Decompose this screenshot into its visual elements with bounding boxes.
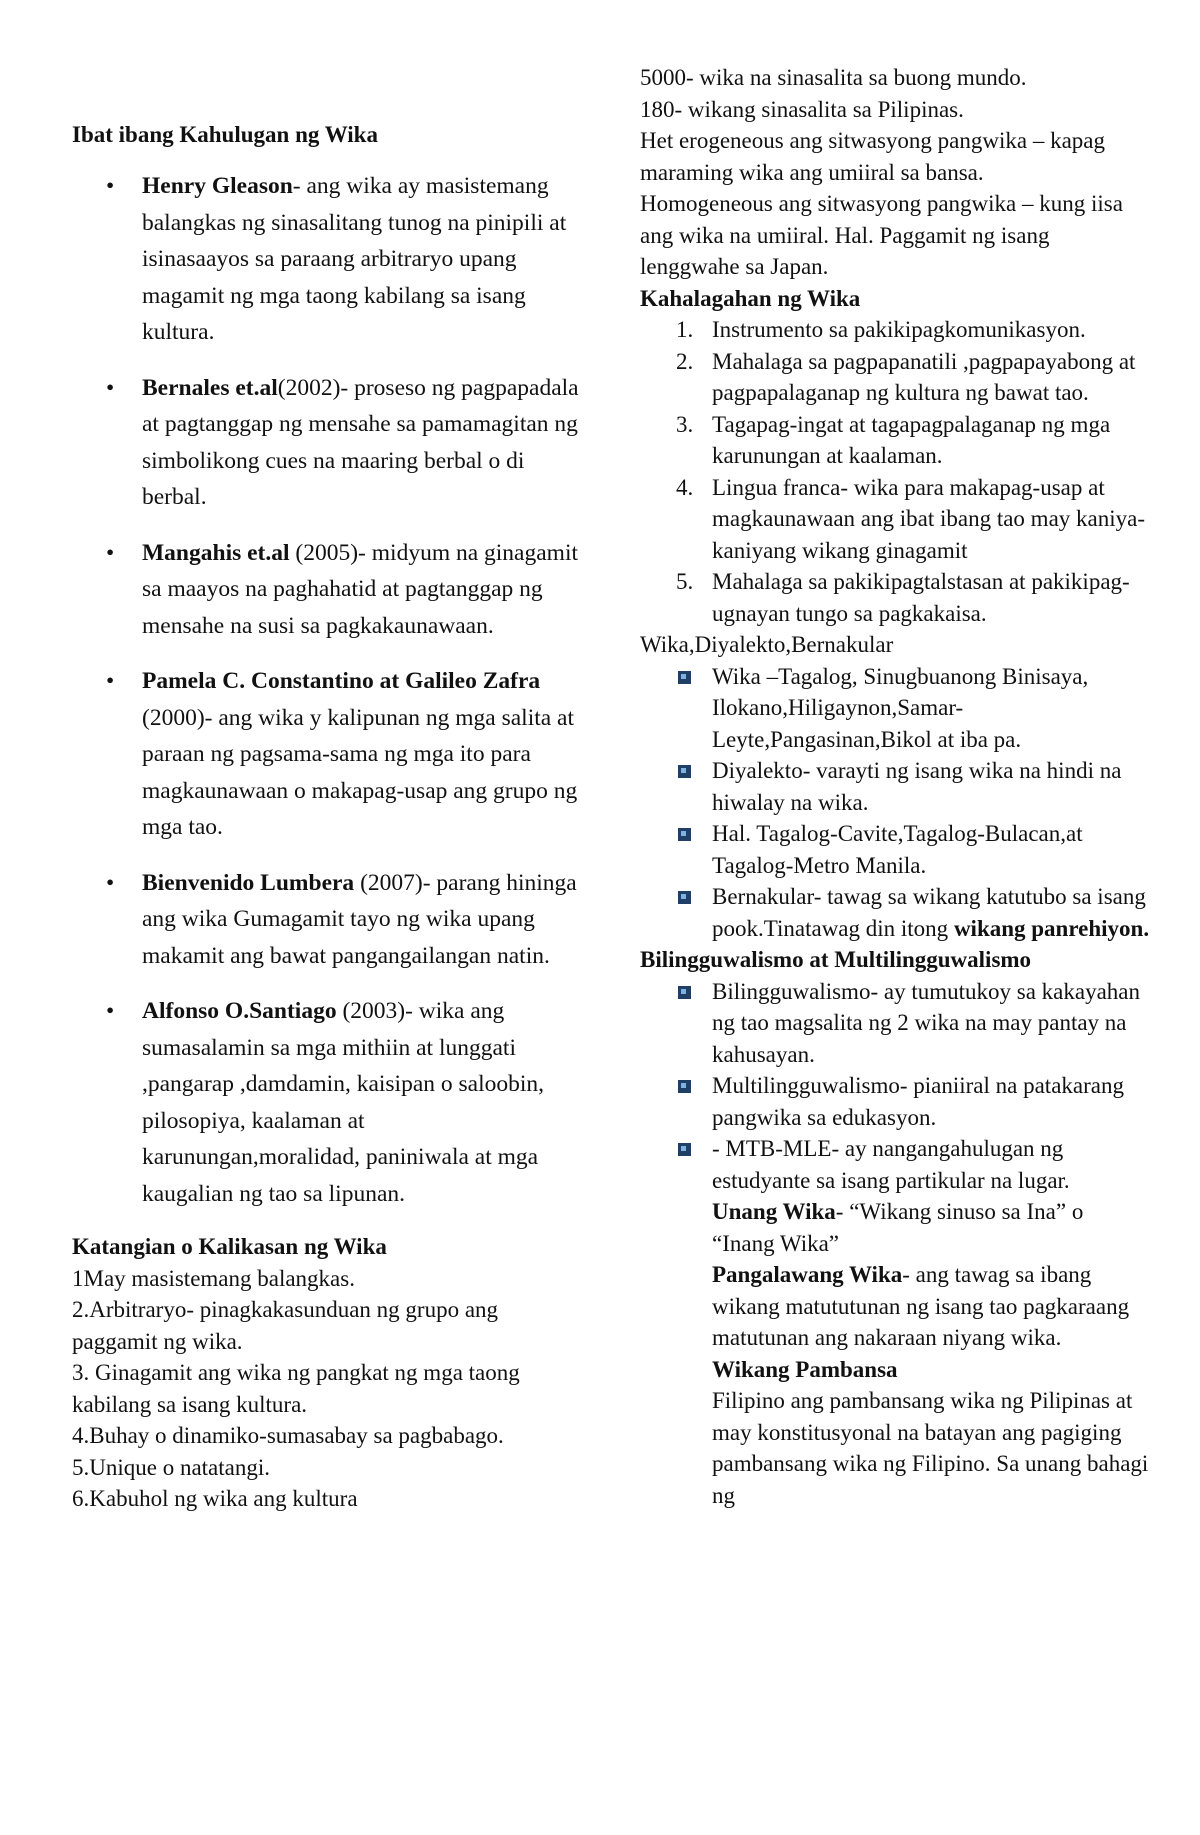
pangalawang-wika [640,1259,1150,1354]
square-bullet-icon [678,986,691,999]
section-title-pambansa: Wikang Pambansa [712,1356,898,1382]
square-bullet-icon [678,891,691,904]
section-title-katangian: Katangian o Kalikasan ng Wika [72,1234,387,1259]
intro-line: 180- wikang sinasalita sa Pilipinas. [640,96,964,122]
definition-text: (2005)- midyum na ginagamit sa maayos na paghahatid at pagtanggap ng mensahe na susi sa pagkakaunawaan. [142,539,579,639]
bullet-icon: • [106,374,115,401]
katangian-item: 5.Unique o natatangi. [72,1454,271,1480]
item-text: - MTB-MLE- ay nangangahulugan ng estudyante sa isang partikular na lugar. [712,1136,1070,1193]
definition-item [72,993,582,1212]
section-title-wika: Wika,Diyalekto,Bernakular [640,632,894,657]
definition-item [72,370,582,516]
item-text-bold: wikang panrehiyon. [953,915,1150,941]
kahalagahan-item [640,314,1150,346]
wika-item [640,661,1150,756]
intro-line: 5000- wika na sinasalita sa buong mundo. [640,65,1027,90]
item-text: Bernakular- tawag sa wikang katutubo sa isang pook.Tinatawag din itong [712,884,1146,941]
unang-wika-text: - “Wikang sinuso sa Ina” o “Inang Wika” [712,1199,1084,1256]
square-bullet-icon [678,828,691,841]
pangalawang-wika-term: Pangalawang Wika [712,1262,903,1287]
author-name: Bernales et.al [142,374,278,401]
item-number: 4. [676,474,694,500]
section-title-kahulugan: Ibat ibang Kahulugan ng Wika [72,122,378,147]
definitions-list [72,168,582,1212]
section-title-kahalagahan: Kahalagahan ng Wika [640,285,861,311]
definition-text: (2007)- parang hininga ang wika Gumagamit tayo ng wika upang makamit ang bawat pangangailangan natin. [142,869,577,969]
definition-item [72,535,582,645]
square-bullet-icon [678,671,691,684]
bili-item [640,1133,1150,1196]
item-text: Lingua franca- wika para makapag-usap at magkaunawaan ang ibat ibang tao may kaniya-kaniyang wikang ginagamit [712,474,1146,563]
author-name: Mangahis et.al [142,539,290,566]
item-text: Diyalekto- varayti ng isang wika na hindi na hiwalay na wika. [712,758,1122,815]
definition-text: (2002)- proseso ng pagpapadala at pagtanggap ng mensahe sa pamamagitan ng simbolikong cues na maaring berbal o di berbal. [142,374,579,510]
wika-item [640,818,1150,881]
item-text: Mahalaga sa pagpapanatili ,pagpapayabong at pagpapalaganap ng kultura ng bawat tao. [712,348,1136,405]
kahalagahan-item [640,346,1150,409]
katangian-item: 6.Kabuhol ng wika ang kultura [72,1486,358,1511]
katangian-item: 4.Buhay o dinamiko-sumasabay sa pagbabago. [72,1423,504,1448]
item-text: Mahalaga sa pakikipagtalstasan at pakikipag-ugnayan tungo sa pagkakaisa. [712,569,1130,626]
kahalagahan-item [640,566,1150,629]
item-text: Hal. Tagalog-Cavite,Tagalog-Bulacan,at Tagalog-Metro Manila. [712,821,1083,878]
author-name: Henry Gleason [142,173,293,199]
item-number: 3. [676,411,694,437]
item-text: Multilingguwalismo- pianiiral na patakarang pangwika sa edukasyon. [712,1073,1124,1130]
definition-item [72,865,582,975]
definition-item [72,168,582,351]
item-text: Tagapag-ingat at tagapagpalaganap ng mga karunungan at kaalaman. [712,411,1111,468]
pambansa-text: Filipino ang pambansang wika ng Pilipinas at may konstitusyonal na batayan ang pagiging pambansang wika ng Filipino. Sa unang bahagi ng [712,1388,1149,1508]
wika-list [640,661,1150,945]
definition-text: - ang wika ay masistemang balangkas ng sinasalitang tunog na pinipili at isinasaayos sa paraang arbitraryo upang magamit ng mga taong kabilang sa isang kultura. [142,173,567,345]
item-text: Bilingguwalismo- ay tumutukoy sa kakayahan ng tao magsalita ng 2 wika na may pantay na kahusayan. [712,978,1140,1067]
item-number: 2. [676,348,694,374]
definition-item [72,663,582,846]
item-number: 1. [676,317,694,342]
katangian-item: 3. Ginagamit ang wika ng pangkat ng mga taong kabilang sa isang kultura. [72,1360,520,1417]
katangian-item: 1May masistemang balangkas. [72,1265,355,1291]
wika-item [640,755,1150,818]
author-name: Bienvenido Lumbera [142,869,355,896]
section-title-bilingguwalismo: Bilingguwalismo at Multilingguwalismo [640,947,1032,972]
kahalagahan-item [640,409,1150,472]
katangian-list [72,1263,582,1515]
intro-line: Homogeneous ang sitwasyong pangwika – kung iisa ang wika na umiiral. Hal. Paggamit ng isang lenggwahe sa Japan. [640,191,1123,279]
definition-text: (2003)- wika ang sumasalamin sa mga mithiin at lunggati ,pangarap ,damdamin, kaisipan o saloobin, pilosopiya, kaalaman at karunungan,moralidad, paniniwala at mga kaugalian ng tao sa lipunan. [142,998,545,1207]
bilingguwalismo-list [640,976,1150,1197]
bullet-icon: • [106,173,115,199]
bullet-icon: • [106,539,115,566]
wika-item [640,881,1150,944]
bullet-icon: • [106,668,115,694]
katangian-item: 2.Arbitraryo- pinagkakasunduan ng grupo ang paggamit ng wika. [72,1297,499,1354]
item-text: Instrumento sa pakikipagkomunikasyon. [712,317,1086,342]
intro-line: Het erogeneous ang sitwasyong pangwika – kapag maraming wika ang umiiral sa bansa. [640,128,1105,185]
square-bullet-icon [678,1080,691,1093]
bili-item [640,1070,1150,1133]
bullet-icon: • [106,998,115,1024]
bullet-icon: • [106,869,115,896]
square-bullet-icon [678,1143,691,1156]
right-column [640,62,1150,1511]
kahalagahan-list [640,314,1150,629]
item-number: 5. [676,569,694,594]
left-column [72,0,582,1515]
item-text: Wika –Tagalog, Sinugbuanong Binisaya, Ilokano,Hiligaynon,Samar-Leyte,Pangasinan,Bikol at iba pa. [712,663,1089,752]
pangalawang-wika-text: - ang tawag sa ibang wikang matututunan ng isang tao pagkaraang matutunan ang nakaraan niyang wika. [712,1262,1130,1350]
author-name: Pamela C. Constantino at Galileo Zafra [142,668,541,694]
kahalagahan-item [640,472,1150,567]
author-name: Alfonso O.Santiago [142,998,337,1024]
definition-text: (2000)- ang wika y kalipunan ng mga salita at paraan ng pagsama-sama ng mga ito para magkaunawaan o makapag-usap ang grupo ng mga tao. [142,704,578,840]
unang-wika [640,1196,1150,1259]
bili-item [640,976,1150,1071]
unang-wika-term: Unang Wika [712,1199,836,1224]
square-bullet-icon [678,765,691,778]
